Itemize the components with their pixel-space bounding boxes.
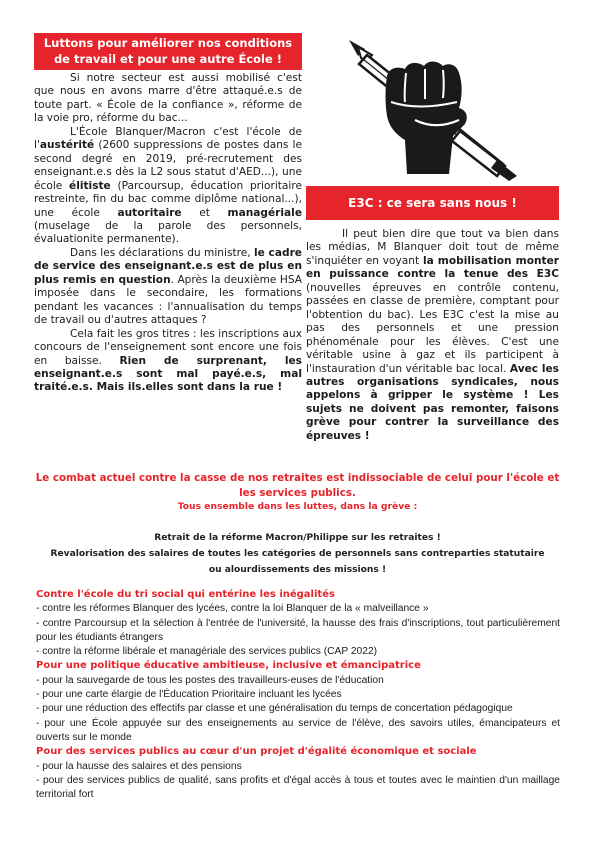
unity-call-note: Tous ensemble dans les luttes, dans la grève : (177, 501, 418, 512)
left-paragraph-3: Dans les déclarations du ministre, le cadre de service des enseignant.e.s est de plus en plus remis en question. Après la deuxième HSA imposée dans le secondaire, les formations pendant les vacances : l'annualisation du temps de travail ou d'autres attaques ? (34, 246, 303, 327)
left-column-banner: Luttons pour améliorer nos conditions de travail et pour une autre École ! (34, 33, 302, 70)
left-paragraph-4: Cela fait les gros titres : les inscriptions aux concours de l'enseignement sont encore une fois en baisse. Rien de surprenant, les enseignant.e.s sont mal payé.e.s, mal traité.e.s. Mais ils.elles sont dans la rue ! (34, 327, 302, 394)
section-heading: Pour des services publics au cœur d'un projet d'égalité économique et sociale (36, 746, 477, 758)
list-item: - contre les réformes Blanquer des lycées, contre la loi Blanquer de la « malveillance » (36, 603, 429, 615)
demand-line: ou alourdissements des missions ! (208, 564, 387, 575)
section-heading: Contre l'école du tri social qui entérine les inégalités (36, 589, 335, 600)
right-paragraph-1: Il peut bien dire que tout va bien dans les médias, M Blanquer doit tout de même s'inquiéter en voyant la mobilisation monter en puissance contre la tenue des E3C (nouvelles épreuves en contrôle contenu, passées en classe de première, comptant pour l'obtention du bac). Les E3C c'est la mise au pas des personnels et une pression phénoménale pour les élèves. C'est une véritable usine à gaz et ils participent à l'instauration d'un véritable bac local. Avec les autres organisations syndicales, nous appelons à gripper le système ! Les sujets ne doivent pas remonter, faisons grève pour contrer la surveillance des épreuves ! (306, 228, 559, 442)
demand-line: Retrait de la réforme Macron/Philippe sur les retraites ! (154, 533, 441, 543)
right-column-text (306, 228, 559, 443)
left-column-text (34, 72, 302, 395)
list-item: - pour une réduction des effectifs par classe et une généralisation du temps de concertation pédagogique (36, 703, 513, 715)
list-item: - contre Parcoursup et la sélection à l'entrée de l'université, la hausse des frais d'inscriptions, tout particulièrement pour les étudiants étrangers (36, 617, 560, 643)
list-item: - pour une École appuyée sur des enseignements au service de l'élève, des savoirs utiles, émancipateurs et ouverts sur le monde (36, 717, 560, 743)
retirement-struggle-note: Le combat actuel contre la casse de nos retraites est indissociable de celui pour l'école et les services publics. (35, 472, 560, 499)
section-heading: Pour une politique éducative ambitieuse, inclusive et émancipatrice (36, 660, 421, 672)
list-item: - contre la réforme libérale et managériale des services publics (CAP 2022) (36, 646, 378, 658)
demands-lists (36, 588, 560, 802)
demand-line: Revalorisation des salaires de toutes les catégories de personnels sans contreparties statutaire (50, 548, 545, 559)
list-item: - pour des services publics de qualité, sans profits et d'égal accès à tous et toutes avec le maintien d'un maillage territorial fort (36, 774, 560, 801)
demands-block (34, 531, 561, 578)
list-item: - pour la sauvegarde de tous les postes des travailleurs-euses de l'éducation (36, 674, 384, 686)
list-item: - pour la hausse des salaires et des pensions (36, 760, 242, 772)
left-paragraph-1: Si notre secteur est aussi mobilisé c'est que nous en avons marre d'être attaqué.e.s de toute part. « École de la confiance », réforme de la voie pro, réforme du bac... (34, 72, 302, 125)
right-column-banner: E3C : ce sera sans nous ! (306, 186, 559, 220)
raised-fist-holding-pencil-icon (345, 36, 530, 181)
list-item: - pour une carte élargie de l'Éducation Prioritaire incluant les lycées (36, 689, 342, 701)
left-paragraph-2: L'École Blanquer/Macron c'est l'école de l'austérité (2600 suppressions de postes dans le second degré en 2019, pré-recrutement des enseignant.e.s dès la L2 sous statut d'AED...), une école élitiste (Parcoursup, éducation prioritaire restreinte, fin du bac comme diplôme national...), une école autoritaire et managériale (muselage de la parole des personnels, évaluationite permanente). (34, 125, 302, 246)
